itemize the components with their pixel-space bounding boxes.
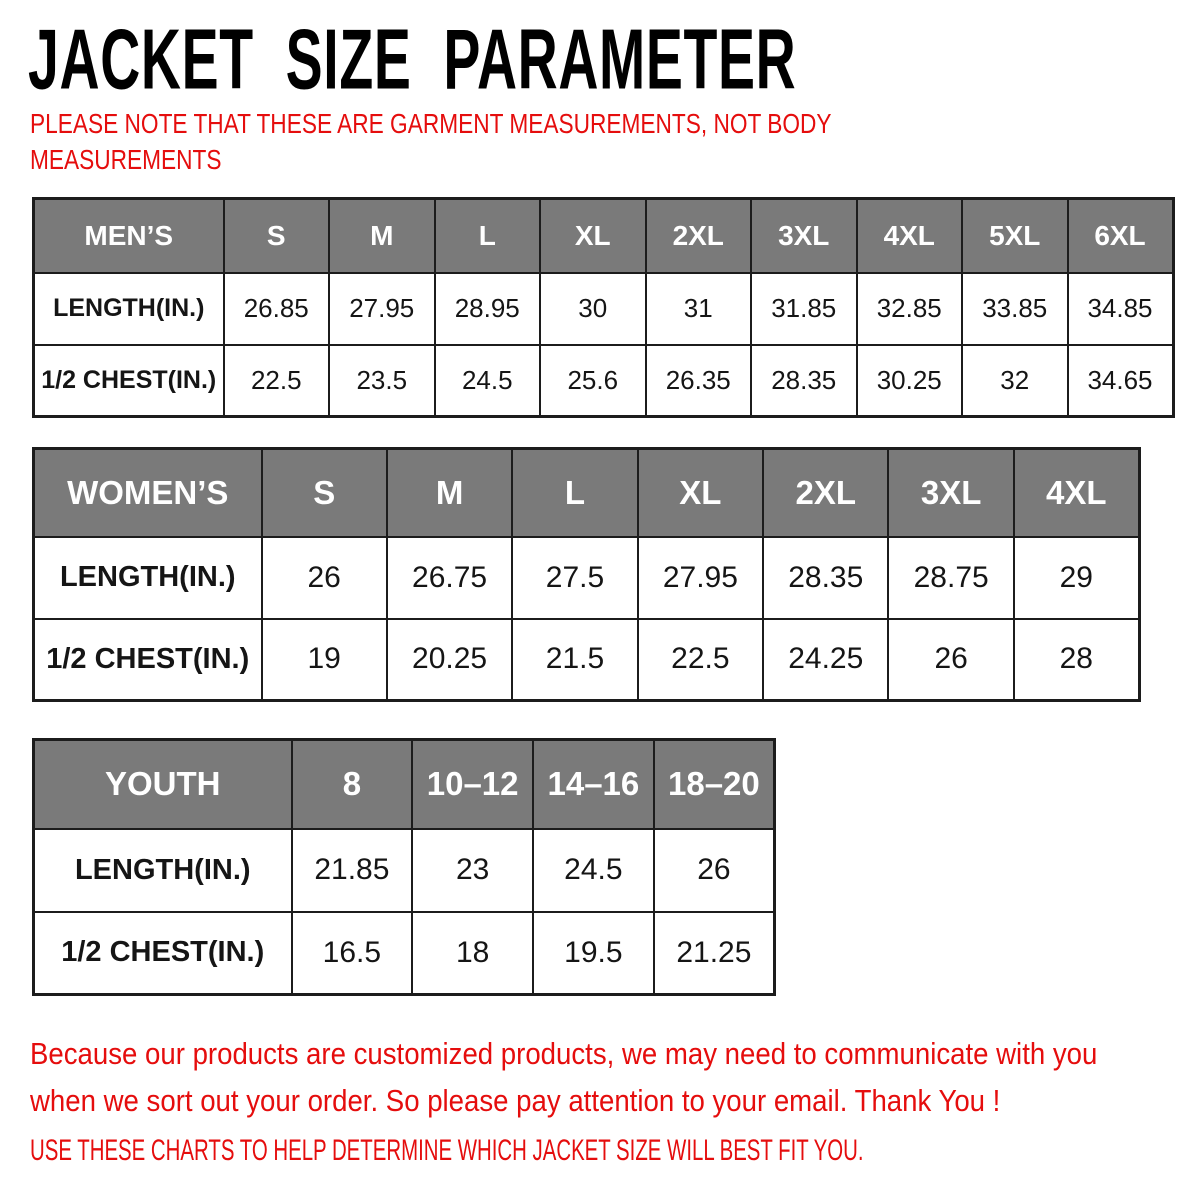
youth-length-row: [34, 829, 775, 912]
womens-size-table: [32, 447, 1141, 702]
table-cell: 18: [412, 912, 533, 995]
table-header-cell: WOMEN’S: [34, 449, 262, 537]
table-cell: 33.85: [962, 273, 1068, 345]
table-header-cell: 2XL: [763, 449, 888, 537]
table-cell: 27.95: [638, 537, 763, 619]
table-cell: 26.75: [387, 537, 512, 619]
table-cell: 27.95: [329, 273, 435, 345]
mens-chest-row: [34, 345, 1174, 417]
table-cell: 20.25: [387, 619, 512, 701]
table-cell: 30.25: [857, 345, 963, 417]
table-cell: 31.85: [751, 273, 857, 345]
page-title: JACKET SIZE PARAMETER: [28, 10, 797, 107]
table-cell: 25.6: [540, 345, 646, 417]
womens-header-row: [34, 449, 1140, 537]
table-cell: 28.35: [751, 345, 857, 417]
table-header-cell: 14–16: [533, 740, 654, 829]
table-cell: 22.5: [224, 345, 330, 417]
table-row-label: 1/2 CHEST(IN.): [34, 345, 224, 417]
mens-size-table: [32, 197, 1175, 418]
table-cell: 28.75: [888, 537, 1013, 619]
table-header-cell: 5XL: [962, 199, 1068, 273]
table-row-label: 1/2 CHEST(IN.): [34, 912, 292, 995]
table-header-cell: 4XL: [857, 199, 963, 273]
customization-notice-line-1: Because our products are customized products, we may need to communicate with you: [30, 1036, 1098, 1071]
table-header-cell: M: [387, 449, 512, 537]
note-line-1: PLEASE NOTE THAT THESE ARE GARMENT MEASUREMENTS, NOT BODY: [30, 108, 832, 139]
womens-length-row: [34, 537, 1140, 619]
table-cell: 32.85: [857, 273, 963, 345]
table-cell: 28.95: [435, 273, 541, 345]
table-row-label: LENGTH(IN.): [34, 273, 224, 345]
womens-chest-row: [34, 619, 1140, 701]
table-cell: 24.25: [763, 619, 888, 701]
table-cell: 32: [962, 345, 1068, 417]
table-header-cell: XL: [540, 199, 646, 273]
table-cell: 21.5: [512, 619, 637, 701]
table-header-cell: 2XL: [646, 199, 752, 273]
table-cell: 19: [262, 619, 387, 701]
table-cell: 27.5: [512, 537, 637, 619]
customization-notice-line-2: when we sort out your order. So please pay attention to your email. Thank You !: [30, 1083, 1001, 1118]
table-cell: 23.5: [329, 345, 435, 417]
table-header-cell: 10–12: [412, 740, 533, 829]
table-cell: 26.35: [646, 345, 752, 417]
youth-size-table: [32, 738, 776, 996]
table-header-cell: S: [262, 449, 387, 537]
table-header-cell: L: [435, 199, 541, 273]
customization-notice: [30, 1030, 1097, 1124]
table-cell: 34.65: [1068, 345, 1174, 417]
table-header-cell: 3XL: [751, 199, 857, 273]
table-header-cell: MEN’S: [34, 199, 224, 273]
table-header-cell: 4XL: [1014, 449, 1139, 537]
table-header-cell: XL: [638, 449, 763, 537]
table-cell: 29: [1014, 537, 1139, 619]
table-cell: 19.5: [533, 912, 654, 995]
table-header-cell: L: [512, 449, 637, 537]
table-cell: 26: [654, 829, 775, 912]
table-header-cell: 3XL: [888, 449, 1013, 537]
table-cell: 23: [412, 829, 533, 912]
table-row-label: LENGTH(IN.): [34, 829, 292, 912]
table-cell: 28.35: [763, 537, 888, 619]
table-header-cell: YOUTH: [34, 740, 292, 829]
table-cell: 26: [888, 619, 1013, 701]
table-header-cell: S: [224, 199, 330, 273]
table-header-cell: M: [329, 199, 435, 273]
table-cell: 31: [646, 273, 752, 345]
youth-chest-row: [34, 912, 775, 995]
table-cell: 30: [540, 273, 646, 345]
table-cell: 26: [262, 537, 387, 619]
table-cell: 21.85: [292, 829, 413, 912]
table-row-label: LENGTH(IN.): [34, 537, 262, 619]
table-cell: 24.5: [533, 829, 654, 912]
table-header-cell: 6XL: [1068, 199, 1174, 273]
table-cell: 34.85: [1068, 273, 1174, 345]
table-row-label: 1/2 CHEST(IN.): [34, 619, 262, 701]
table-header-cell: 18–20: [654, 740, 775, 829]
table-cell: 24.5: [435, 345, 541, 417]
youth-header-row: [34, 740, 775, 829]
table-cell: 22.5: [638, 619, 763, 701]
mens-length-row: [34, 273, 1174, 345]
table-cell: 28: [1014, 619, 1139, 701]
table-cell: 21.25: [654, 912, 775, 995]
size-chart-cta: USE THESE CHARTS TO HELP DETERMINE WHICH JACKET SIZE WILL BEST FIT YOU.: [30, 1134, 864, 1167]
garment-measurement-note: [30, 106, 832, 178]
table-header-cell: 8: [292, 740, 413, 829]
table-cell: 26.85: [224, 273, 330, 345]
mens-header-row: [34, 199, 1174, 273]
note-line-2: MEASUREMENTS: [30, 144, 222, 175]
table-cell: 16.5: [292, 912, 413, 995]
